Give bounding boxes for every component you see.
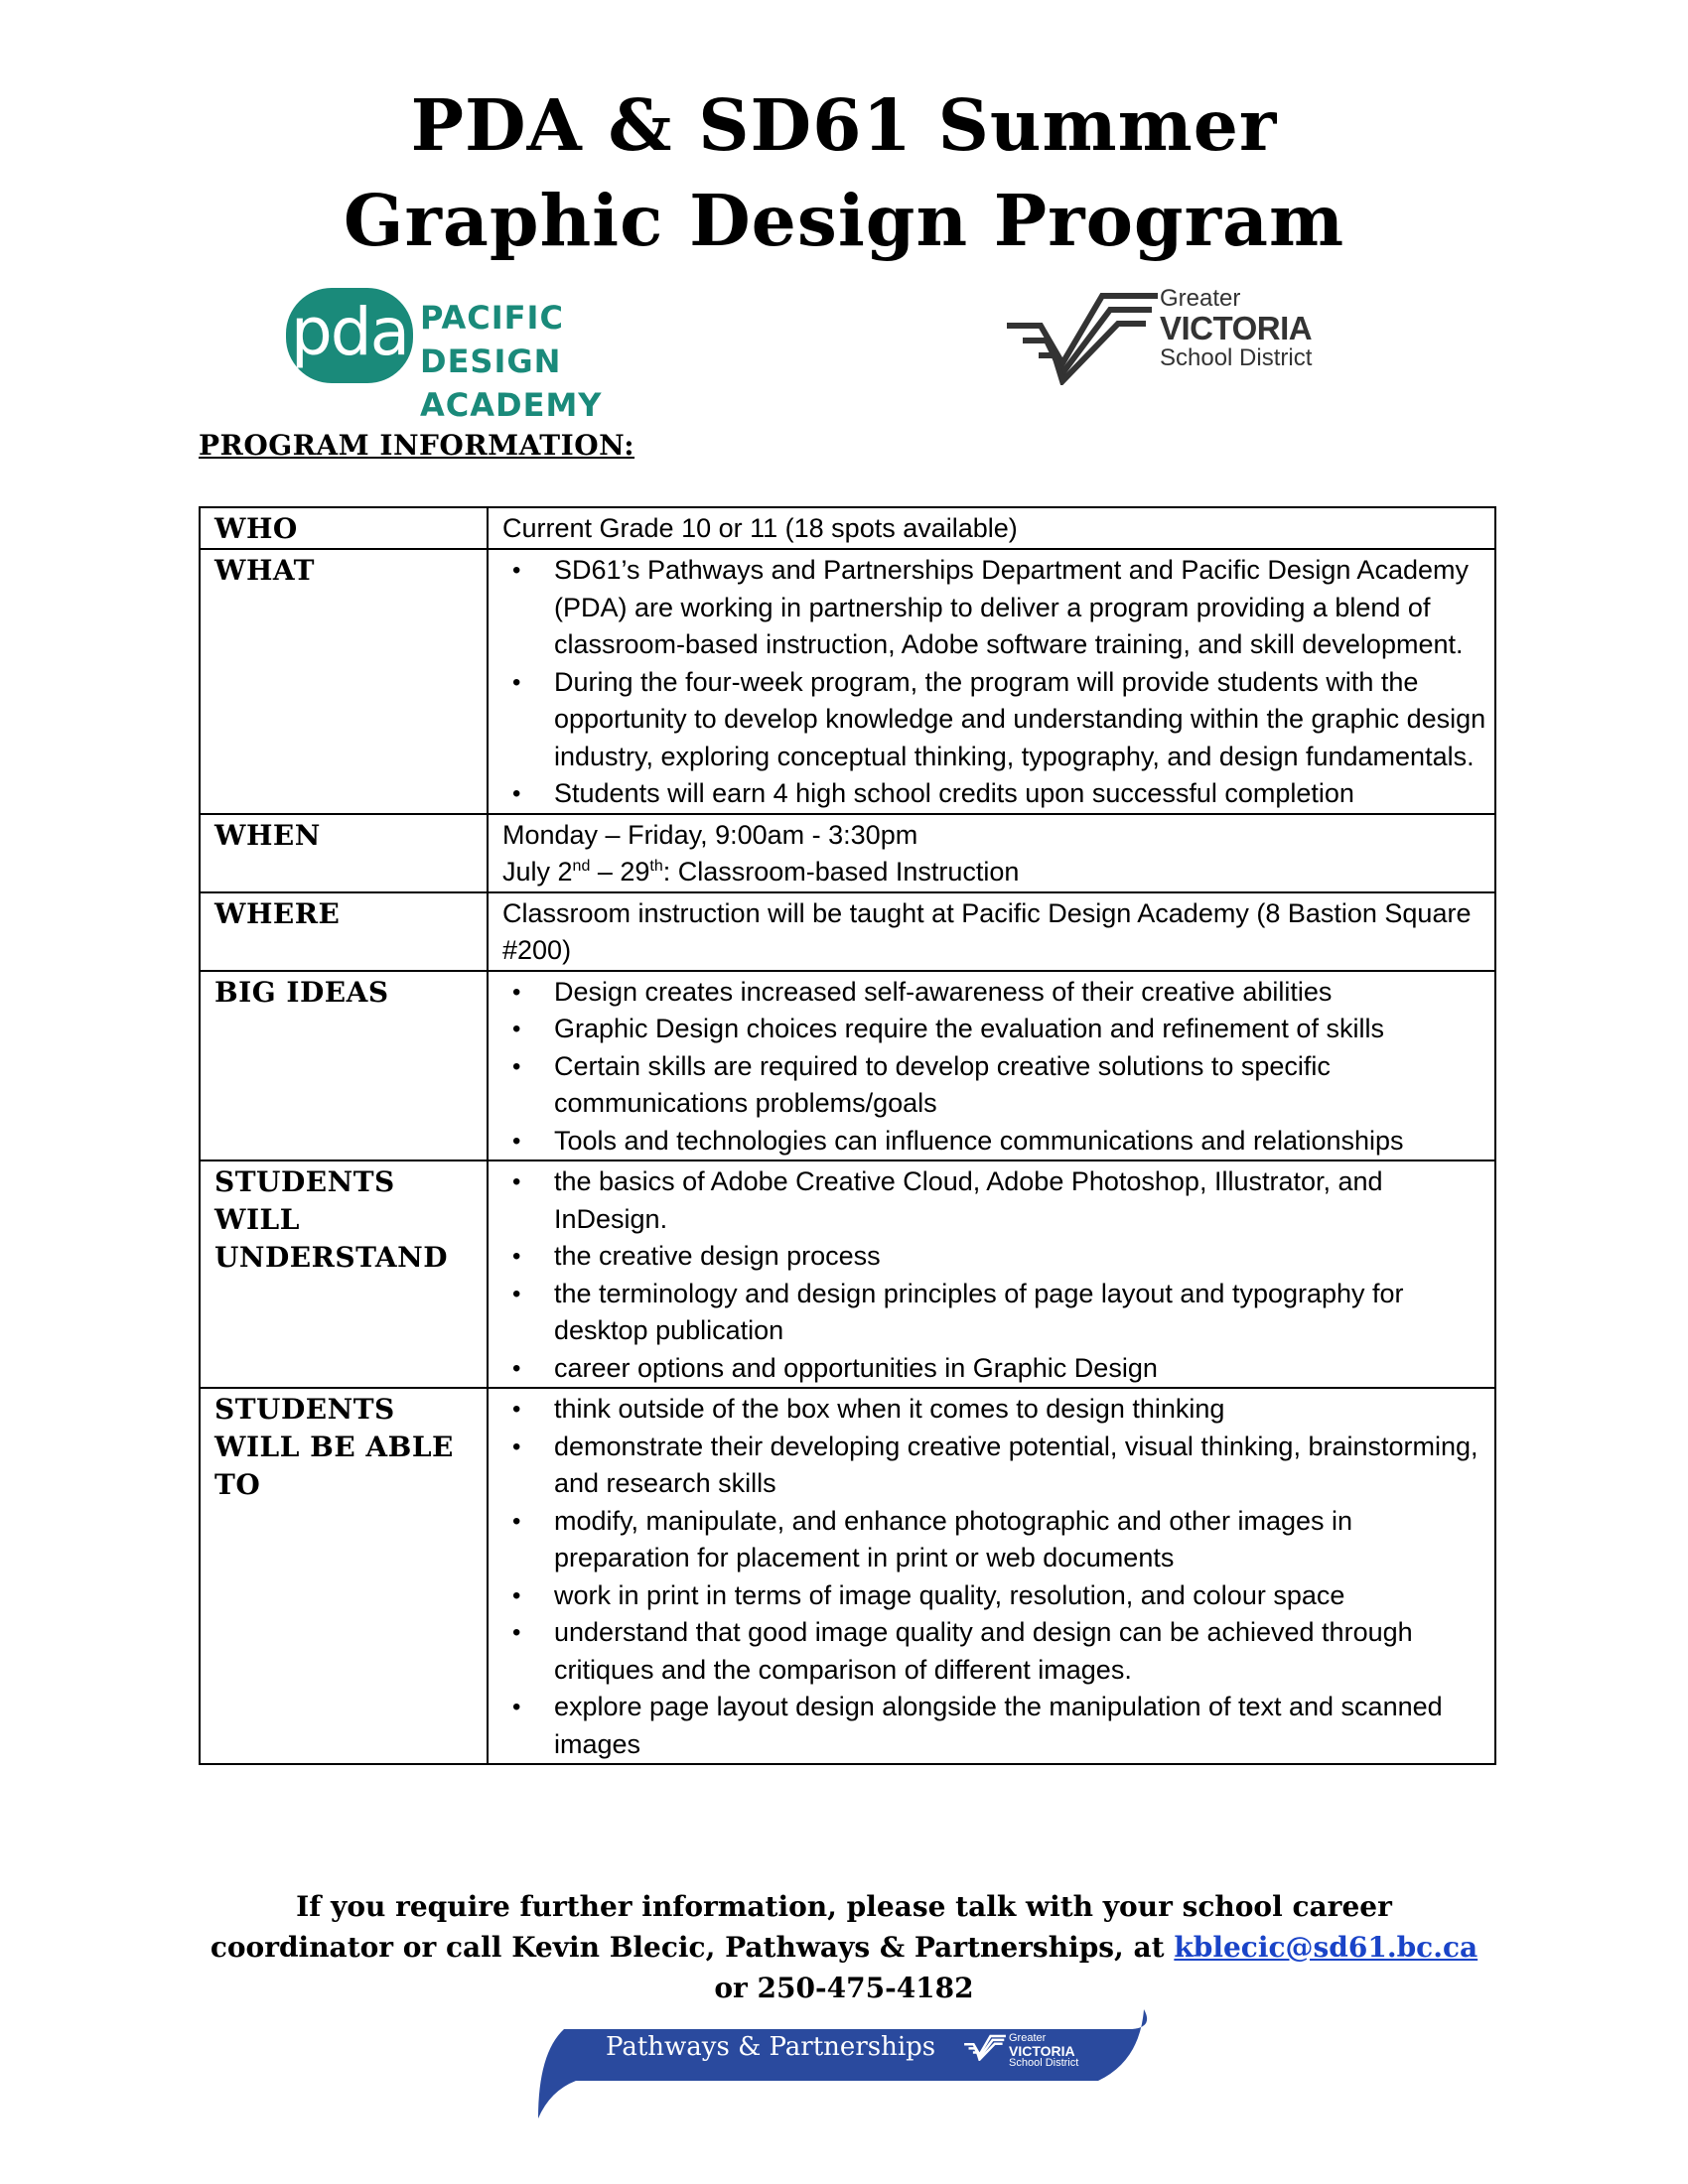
row-value	[488, 1388, 1495, 1764]
contact-line-2	[0, 1927, 1688, 1968]
banner-logo-line-1: Greater	[1009, 2032, 1047, 2044]
list-item: • demonstrate their developing creative potential, visual thinking, brainstorming, and research skills	[502, 1429, 1486, 1503]
list-item: • Students will earn 4 high school credits upon successful completion	[502, 775, 1486, 813]
banner-logo-line-3: School District	[1009, 2057, 1079, 2069]
when-line-2	[502, 854, 1486, 891]
list-item: • During the four-week program, the program will provide students with the opportunity to develop knowledge and understanding within the graphic design industry, exploring conceptual thinking, typography, and design fundamentals.	[502, 664, 1486, 776]
bullet-list	[502, 974, 1486, 1160]
row-value	[488, 814, 1495, 892]
contact-line-1: If you require further information, please talk with your school career	[296, 1890, 1392, 1923]
table-row-who	[200, 507, 1495, 549]
list-item: • think outside of the box when it comes to design thinking	[502, 1391, 1486, 1429]
ordinal-suffix: th	[649, 858, 663, 875]
row-value	[488, 1160, 1495, 1388]
row-label: STUDENTS WILL UNDERSTAND	[200, 1160, 488, 1388]
list-item: • the basics of Adobe Creative Cloud, Adobe Photoshop, Illustrator, and InDesign.	[502, 1163, 1486, 1238]
list-item: • SD61’s Pathways and Partnerships Department and Pacific Design Academy (PDA) are working in partnership to deliver a program providing a blend of classroom-based instruction, Adobe software training, and skill development.	[502, 552, 1486, 664]
section-heading: PROGRAM INFORMATION:	[199, 429, 635, 462]
title-line-1: PDA & SD61 Summer	[410, 83, 1278, 167]
list-item: • the terminology and design principles of page layout and typography for desktop publication	[502, 1276, 1486, 1350]
row-value: Current Grade 10 or 11 (18 spots available)	[488, 507, 1495, 549]
table-row-where	[200, 892, 1495, 971]
when-date-start: July 2	[502, 857, 573, 887]
bullet-list	[502, 1163, 1486, 1387]
banner-text: Pathways & Partnerships	[606, 2032, 936, 2062]
banner-sd61-logo	[963, 2032, 1079, 2069]
list-item: • explore page layout design alongside the manipulation of text and scanned images	[502, 1689, 1486, 1763]
when-line-1: Monday – Friday, 9:00am - 3:30pm	[502, 819, 918, 850]
row-label: WHAT	[200, 549, 488, 814]
contact-line-3: or 250-475-4182	[714, 1972, 974, 2004]
bullet-list	[502, 1391, 1486, 1763]
pathways-banner	[536, 2009, 1152, 2118]
sd61-logo-text	[1160, 286, 1312, 371]
banner-logo-line-2: VICTORIA	[1009, 2043, 1075, 2059]
pda-logo-line-2: ACADEMY	[420, 386, 603, 424]
row-label: WHERE	[200, 892, 488, 971]
list-item: • modify, manipulate, and enhance photographic and other images in preparation for placement in print or web documents	[502, 1503, 1486, 1577]
sd61-logo-line-1: Greater	[1160, 285, 1241, 312]
table-row-when	[200, 814, 1495, 892]
pda-logo	[286, 286, 683, 424]
row-label: BIG IDEAS	[200, 971, 488, 1161]
pda-logo-wordmark	[420, 296, 683, 427]
row-label: WHO	[200, 507, 488, 549]
list-item: • the creative design process	[502, 1238, 1486, 1276]
contact-line-2-text: coordinator or call Kevin Blecic, Pathways & Partnerships, at	[210, 1931, 1175, 1964]
list-item: • Graphic Design choices require the evaluation and refinement of skills	[502, 1011, 1486, 1048]
banner-chevron-icon	[963, 2033, 1007, 2061]
table-row-understand	[200, 1160, 1495, 1388]
bullet-list	[502, 552, 1486, 813]
list-item: • Design creates increased self-awareness of their creative abilities	[502, 974, 1486, 1012]
list-item: • work in print in terms of image quality, resolution, and colour space	[502, 1577, 1486, 1615]
when-description: : Classroom-based Instruction	[662, 857, 1020, 887]
sd61-logo-line-3: School District	[1160, 344, 1313, 371]
table-row-big-ideas	[200, 971, 1495, 1161]
document-title	[0, 77, 1688, 268]
row-value: Classroom instruction will be taught at Pacific Design Academy (8 Bastion Square #200)	[488, 892, 1495, 971]
program-info-table	[199, 506, 1496, 1765]
when-date-end: – 29	[590, 857, 650, 887]
banner-logo-text	[1009, 2033, 1078, 2069]
list-item: • understand that good image quality and design can be achieved through critiques and the comparison of different images.	[502, 1614, 1486, 1689]
row-label: WHEN	[200, 814, 488, 892]
row-value	[488, 549, 1495, 814]
list-item: • Certain skills are required to develop creative solutions to specific communications problems/goals	[502, 1048, 1486, 1123]
pda-logo-line-1: PACIFIC DESIGN	[420, 299, 564, 380]
email-link[interactable]: kblecic@sd61.bc.ca	[1174, 1931, 1478, 1964]
contact-info	[0, 1886, 1688, 2008]
table-row-what	[200, 549, 1495, 814]
sd61-logo	[1003, 286, 1331, 385]
title-line-2: Graphic Design Program	[343, 179, 1345, 262]
list-item: • career options and opportunities in Graphic Design	[502, 1350, 1486, 1388]
ordinal-suffix: nd	[572, 858, 591, 875]
row-value	[488, 971, 1495, 1161]
row-label: STUDENTS WILL BE ABLE TO	[200, 1388, 488, 1764]
pda-logo-mark	[286, 288, 413, 383]
sd61-logo-line-2: VICTORIA	[1160, 310, 1313, 346]
sd61-chevron-icon	[1003, 286, 1162, 385]
list-item: • Tools and technologies can influence communications and relationships	[502, 1123, 1486, 1160]
pda-logo-mark-text: pda	[290, 294, 409, 370]
table-row-able-to	[200, 1388, 1495, 1764]
